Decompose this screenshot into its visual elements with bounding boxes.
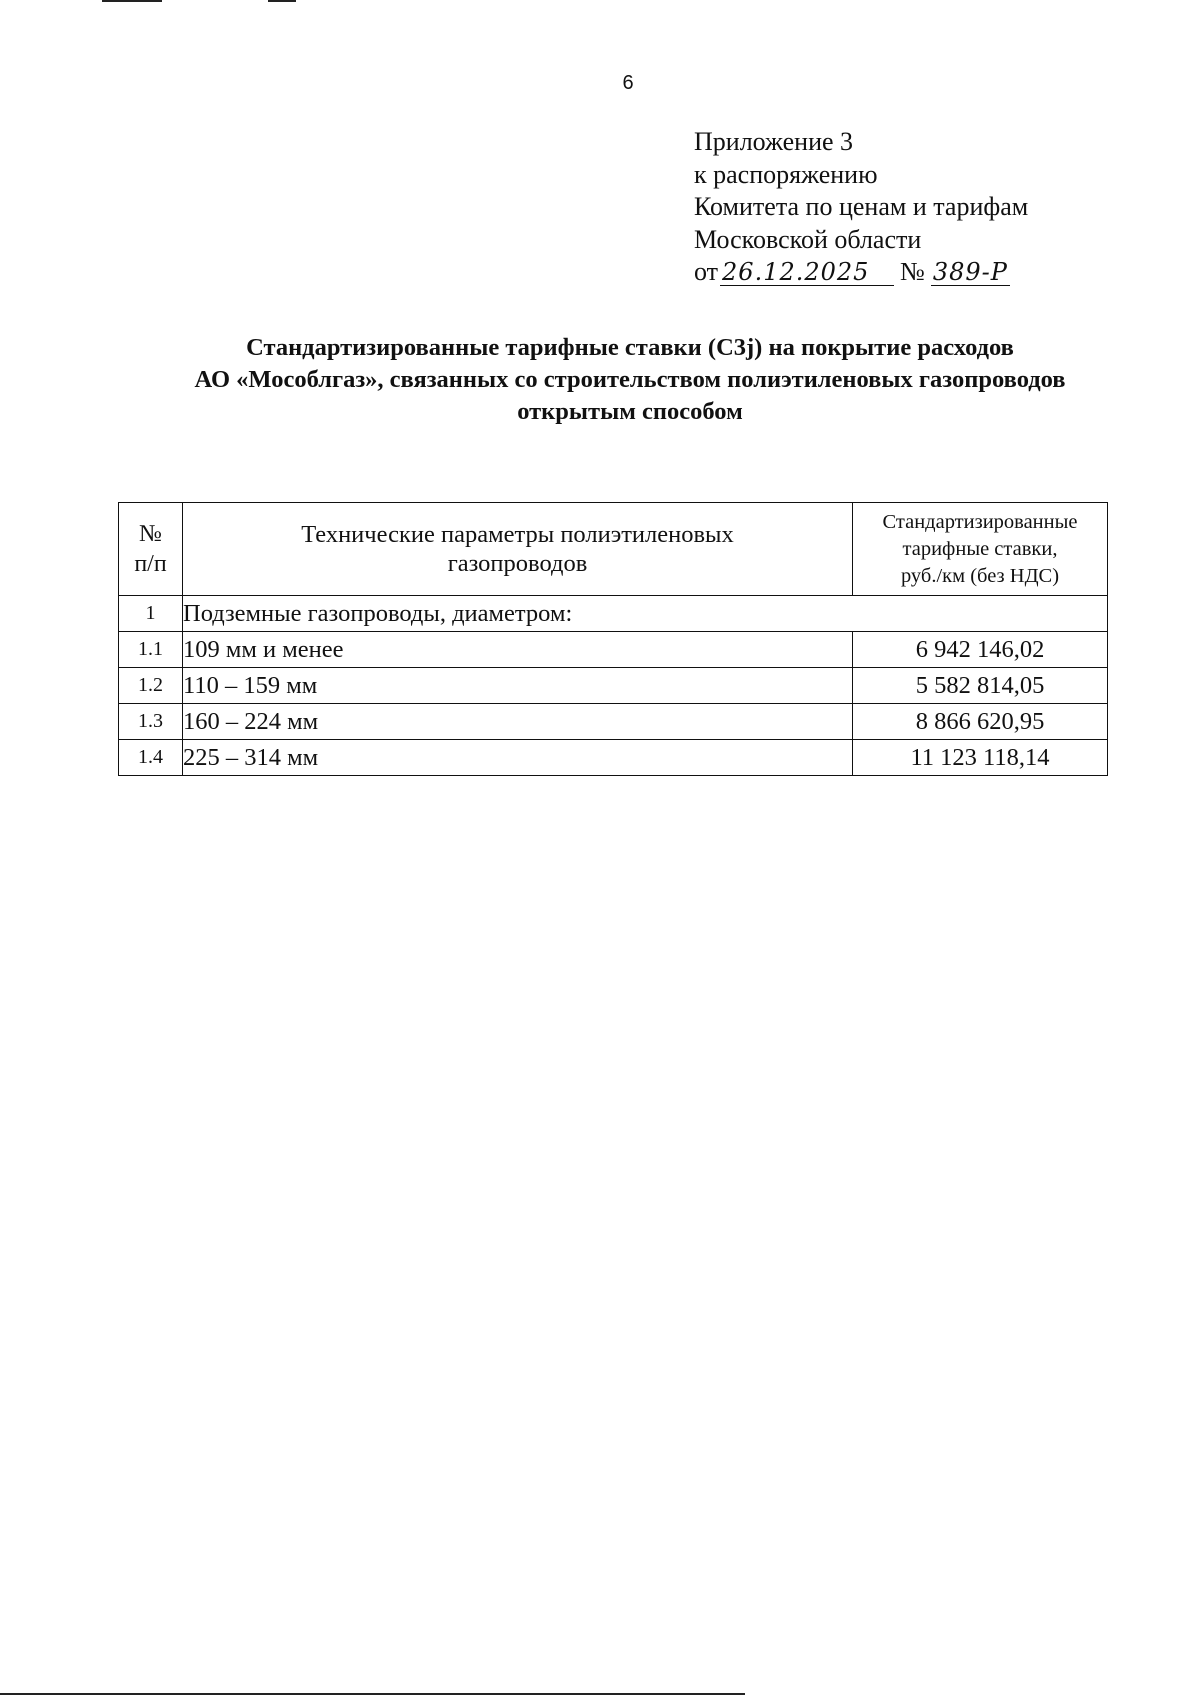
row-num: 1.3 [119, 704, 183, 740]
title-line: Стандартизированные тарифные ставки (С3j) на покрытие расходов [246, 334, 1014, 361]
header-params-line: газопроводов [447, 550, 588, 577]
header-num-line: п/п [134, 551, 167, 577]
header-rate-line: тарифные ставки, [902, 537, 1058, 560]
table-row [119, 632, 1108, 668]
header-num [119, 503, 183, 596]
page-number: 6 [622, 72, 634, 94]
row-rate: 5 582 814,05 [853, 668, 1108, 704]
row-rate: 11 123 118,14 [853, 740, 1108, 776]
annex-line: Приложение 3 [694, 127, 854, 156]
row-num: 1.4 [119, 740, 183, 776]
header-params-line: Технические параметры полиэтиленовых [301, 521, 734, 548]
document-title [60, 332, 1200, 428]
date-prefix: от [694, 257, 719, 286]
table-row [119, 704, 1108, 740]
scan-edge-top-left [102, 0, 162, 2]
table-row [119, 668, 1108, 704]
tariff-table [118, 502, 1108, 776]
header-num-line: № [139, 521, 162, 547]
annex-line: Комитета по ценам и тарифам [694, 192, 1029, 221]
row-rate: 6 942 146,02 [853, 632, 1108, 668]
table-group-row [119, 596, 1108, 632]
handwritten-number: 389-Р [932, 258, 1008, 286]
header-rate [853, 503, 1108, 596]
annex-line: Московской области [694, 224, 922, 254]
handwritten-date: 26.12.2025 [720, 259, 894, 286]
row-num: 1.1 [119, 632, 183, 668]
table-row [119, 740, 1108, 776]
scan-edge-top-right [268, 0, 296, 2]
row-param: 225 – 314 мм [183, 740, 853, 776]
annex-date-line [694, 256, 1028, 289]
group-num: 1 [119, 596, 183, 632]
title-line: АО «Мособлгаз», связанных со строительством полиэтиленовых газопроводов [194, 366, 1066, 393]
annex-line: к распоряжению [694, 159, 878, 189]
row-num: 1.2 [119, 668, 183, 704]
row-param: 160 – 224 мм [183, 704, 853, 740]
number-sign: № [900, 257, 925, 286]
annex-block [694, 126, 1028, 289]
row-param: 110 – 159 мм [183, 668, 853, 704]
header-params [183, 503, 853, 596]
header-rate-line: руб./км (без НДС) [900, 564, 1060, 587]
title-line: открытым способом [517, 398, 743, 425]
row-rate: 8 866 620,95 [853, 704, 1108, 740]
scan-edge-bottom [0, 1693, 745, 1695]
header-rate-line: Стандартизированные [882, 510, 1078, 533]
table-header-row [119, 503, 1108, 596]
row-param: 109 мм и менее [183, 632, 853, 668]
group-label: Подземные газопроводы, диаметром: [183, 596, 1108, 632]
